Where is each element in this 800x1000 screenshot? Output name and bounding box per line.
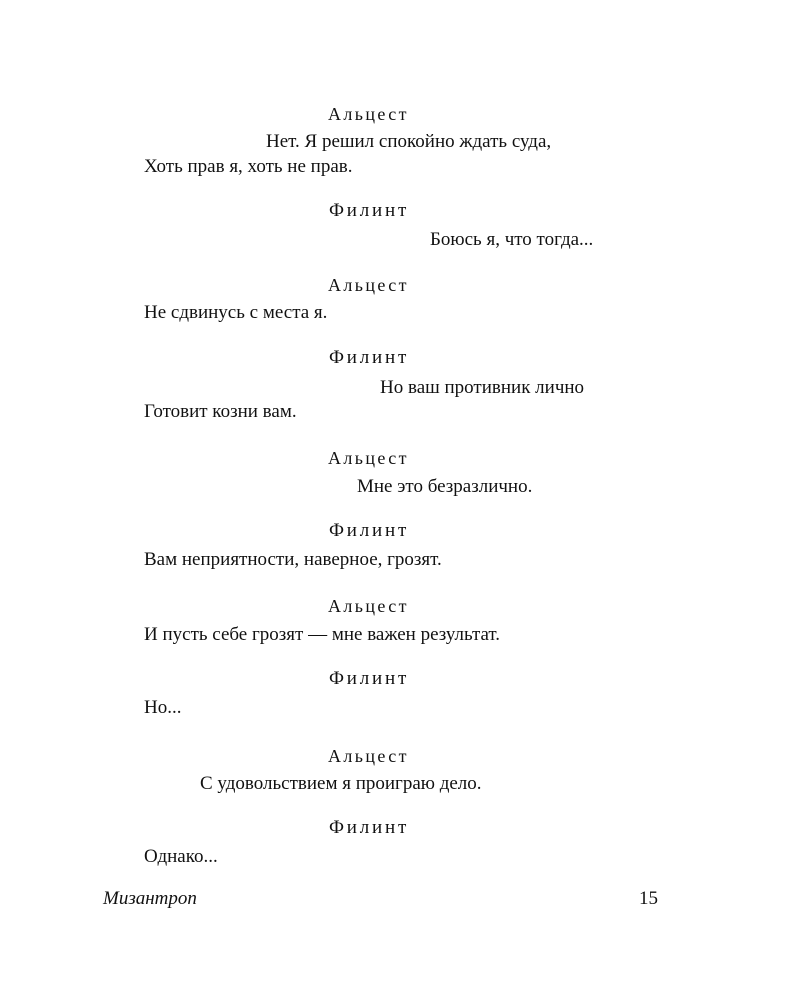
speaker-name: Филинт — [329, 200, 410, 221]
verse-line: Готовит козни вам. — [144, 401, 297, 422]
speaker-name: Филинт — [329, 668, 410, 689]
verse-line: Но ваш противник лично — [380, 377, 585, 398]
speaker-name: Альцест — [328, 596, 409, 616]
verse-line: Однако... — [144, 846, 218, 867]
verse-line: Боюсь я, что тогда... — [430, 229, 594, 250]
verse-line: И пусть себе грозят — мне важен результат. — [144, 624, 501, 645]
speaker-name: Альцест — [328, 104, 409, 124]
running-footer-title: Мизантроп — [103, 888, 197, 909]
verse-line: С удовольствием я проиграю дело. — [200, 773, 482, 794]
speaker-name: Альцест — [328, 746, 409, 766]
speaker-name: Альцест — [328, 448, 409, 468]
speaker-name: Филинт — [329, 520, 410, 541]
verse-line: Хоть прав я, хоть не прав. — [144, 156, 353, 177]
verse-line: Мне это безразлично. — [357, 476, 533, 497]
speaker-name: Альцест — [328, 275, 409, 295]
verse-line: Но... — [144, 697, 182, 718]
speaker-name: Филинт — [329, 347, 410, 368]
verse-line: Не сдвинусь с места я. — [144, 302, 328, 323]
verse-line: Нет. Я решил спокойно ждать суда, — [266, 131, 552, 152]
page-number: 15 — [639, 888, 658, 909]
verse-line: Вам неприятности, наверное, грозят. — [144, 549, 442, 570]
speaker-name: Филинт — [329, 817, 410, 838]
